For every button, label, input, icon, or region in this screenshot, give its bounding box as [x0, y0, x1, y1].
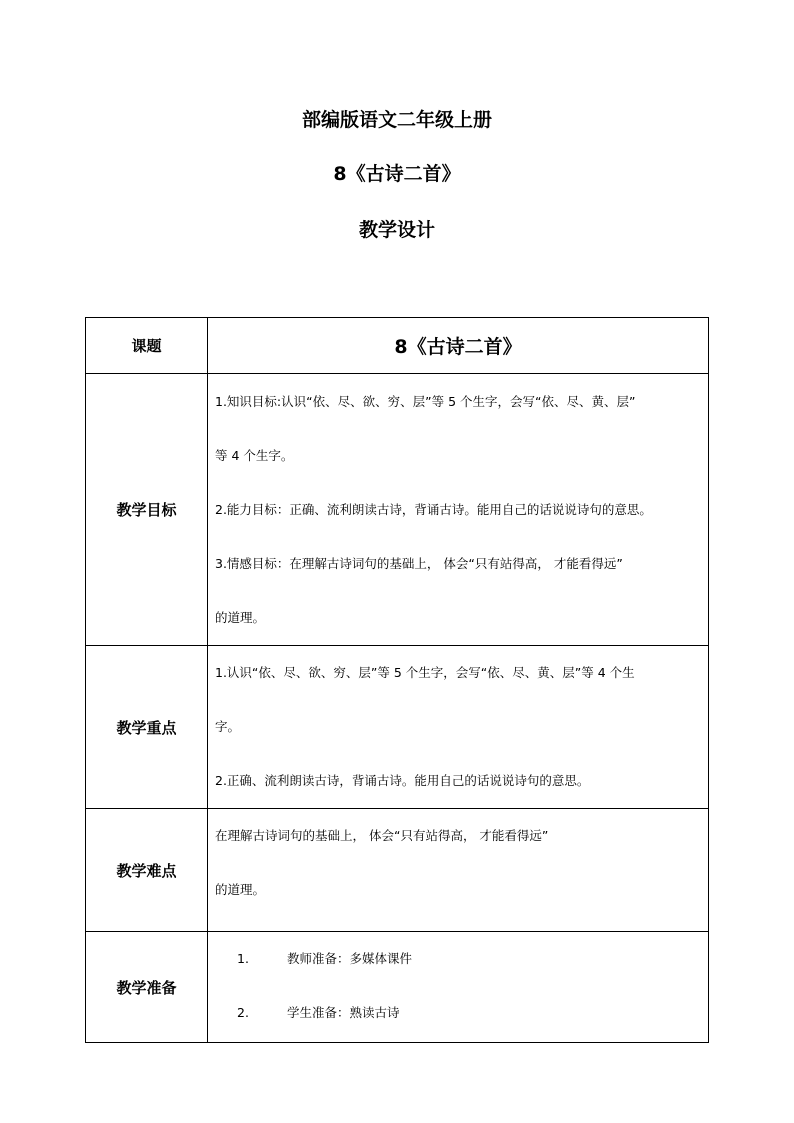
goals-content [208, 374, 709, 646]
key-points-line: 字。 [215, 719, 241, 734]
list-item-text: 教师准备：多媒体课件 [287, 951, 413, 966]
preparation-content [208, 932, 709, 1043]
list-item-text: 学生准备：熟读古诗 [287, 1005, 400, 1020]
document-title-grade: 部编版语文二年级上册 [301, 109, 492, 131]
lesson-plan-table [85, 317, 709, 1043]
goals-line: 的道理。 [215, 610, 266, 625]
difficulties-line: 的道理。 [215, 882, 266, 897]
list-item [215, 986, 702, 1040]
key-points-line: 2.正确、流利朗读古诗，背诵古诗。能用自己的话说说诗句的意思。 [215, 773, 590, 788]
goals-line: 3.情感目标：在理解古诗词句的基础上， 体会“只有站得高， 才能看得远” [215, 556, 623, 571]
difficulties-content [208, 809, 709, 932]
goals-line: 等 4 个生字。 [215, 448, 294, 463]
key-points-content [208, 646, 709, 809]
difficulties-line: 在理解古诗词句的基础上， 体会“只有站得高， 才能看得远” [215, 828, 549, 843]
table-row-difficulties [86, 809, 709, 932]
key-points-label: 教学重点 [86, 646, 208, 809]
list-item-number: 1. [237, 951, 249, 966]
document-title-lesson: 8《古诗二首》 [333, 163, 461, 185]
document-title-type: 教学设计 [358, 219, 435, 241]
key-points-line: 1.认识“依、尽、欲、穷、层”等 5 个生字，会写“依、尽、黄、层”等 4 个生 [215, 665, 635, 680]
preparation-label: 教学准备 [86, 932, 208, 1043]
topic-label: 课题 [86, 318, 208, 374]
table-row-key-points [86, 646, 709, 809]
table-row-goals [86, 374, 709, 646]
list-item-number: 2. [237, 1005, 249, 1020]
goals-line: 2.能力目标：正确、流利朗读古诗，背诵古诗。能用自己的话说说诗句的意思。 [215, 502, 652, 517]
table-row-topic [86, 318, 709, 374]
goals-line: 1.知识目标:认识“依、尽、欲、穷、层”等 5 个生字，会写“依、尽、黄、层” [215, 394, 636, 409]
difficulties-label: 教学难点 [86, 809, 208, 932]
topic-value: 8《古诗二首》 [208, 318, 709, 374]
goals-label: 教学目标 [86, 374, 208, 646]
list-item [215, 932, 702, 986]
table-row-preparation [86, 932, 709, 1043]
